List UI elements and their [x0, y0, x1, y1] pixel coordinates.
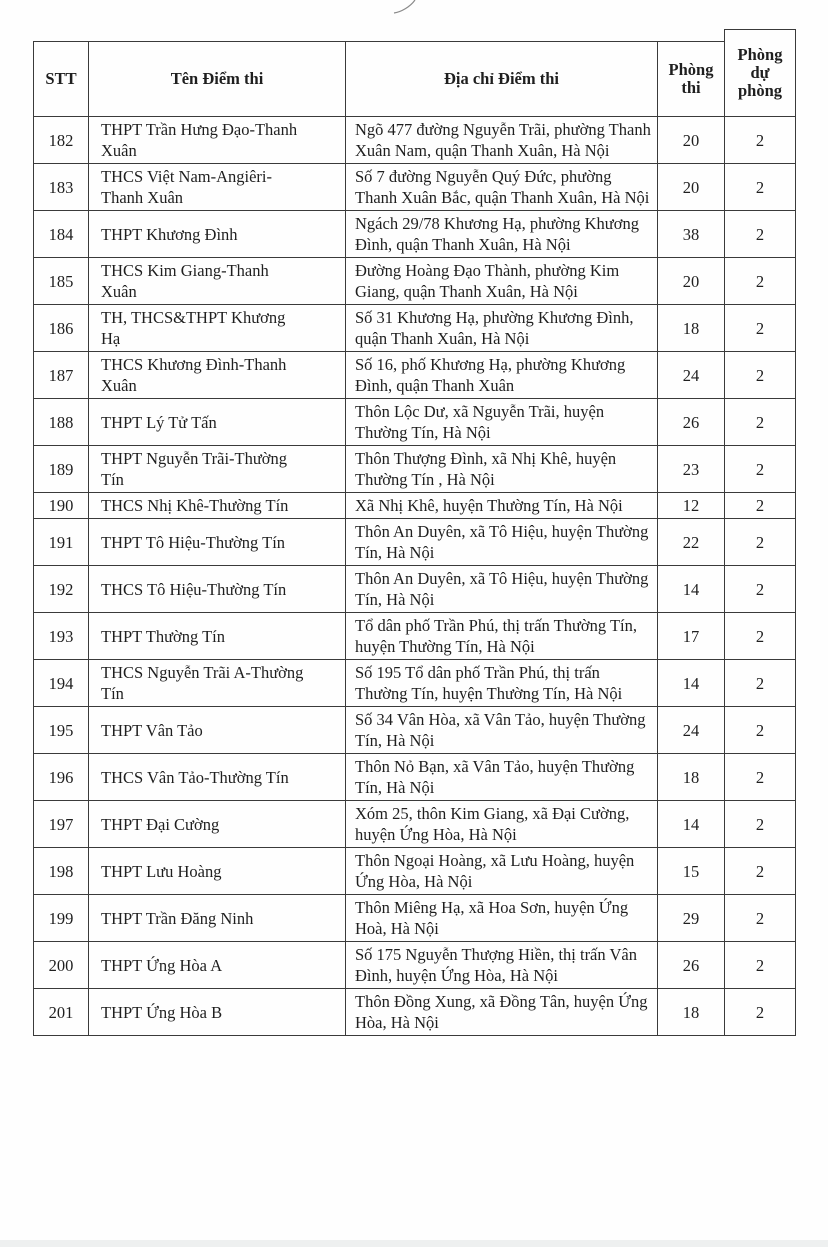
col-header-address: Địa chỉ Điểm thi [346, 42, 658, 117]
cell-exam-rooms: 29 [658, 895, 725, 942]
cell-backup-rooms: 2 [725, 258, 796, 305]
cell-site-address: Thôn Đồng Xung, xã Đồng Tân, huyện Ứng Hòa, Hà Nội [346, 989, 658, 1036]
table-row [34, 493, 796, 519]
cell-site-address: Ngõ 477 đường Nguyễn Trãi, phường Thanh Xuân Nam, quận Thanh Xuân, Hà Nội [346, 117, 658, 164]
col-header-name: Tên Điểm thi [89, 42, 346, 117]
cell-site-name: THPT Trần Đăng Ninh [89, 895, 346, 942]
table-row [34, 754, 796, 801]
cell-exam-rooms: 17 [658, 613, 725, 660]
cell-site-address: Thôn Miêng Hạ, xã Hoa Sơn, huyện Ứng Hoà, Hà Nội [346, 895, 658, 942]
cell-site-address: Số 16, phố Khương Hạ, phường Khương Đình, quận Thanh Xuân [346, 352, 658, 399]
table-row [34, 519, 796, 566]
cell-exam-rooms: 18 [658, 305, 725, 352]
cell-backup-rooms: 2 [725, 660, 796, 707]
cell-site-name: THPT Khương Đình [89, 211, 346, 258]
table-row [34, 399, 796, 446]
col-header-backup-rooms-label: Phòng dự phòng [737, 45, 783, 100]
page-edge-shadow [0, 1240, 828, 1247]
cell-stt: 199 [34, 895, 89, 942]
cell-site-address: Thôn Ngoại Hoàng, xã Lưu Hoàng, huyện Ứng Hòa, Hà Nội [346, 848, 658, 895]
table-row [34, 895, 796, 942]
cell-site-name: TH, THCS&THPT Khương Hạ [89, 305, 346, 352]
table-row [34, 707, 796, 754]
cell-exam-rooms: 20 [658, 164, 725, 211]
cell-exam-rooms: 18 [658, 989, 725, 1036]
cell-exam-rooms: 14 [658, 801, 725, 848]
cell-stt: 197 [34, 801, 89, 848]
cell-backup-rooms: 2 [725, 211, 796, 258]
cell-site-address: Thôn Thượng Đình, xã Nhị Khê, huyện Thường Tín , Hà Nội [346, 446, 658, 493]
cell-exam-rooms: 20 [658, 117, 725, 164]
table-row [34, 305, 796, 352]
cell-stt: 182 [34, 117, 89, 164]
cell-exam-rooms: 18 [658, 754, 725, 801]
cell-stt: 189 [34, 446, 89, 493]
cell-site-address: Tổ dân phố Trần Phú, thị trấn Thường Tín, huyện Thường Tín, Hà Nội [346, 613, 658, 660]
table-row [34, 848, 796, 895]
cell-backup-rooms: 2 [725, 305, 796, 352]
cell-site-address: Thôn An Duyên, xã Tô Hiệu, huyện Thường Tín, Hà Nội [346, 566, 658, 613]
cell-backup-rooms: 2 [725, 754, 796, 801]
table-row [34, 117, 796, 164]
cell-stt: 188 [34, 399, 89, 446]
cell-site-name: THCS Khương Đình-Thanh Xuân [89, 352, 346, 399]
exam-sites-table [33, 41, 796, 1036]
cell-backup-rooms: 2 [725, 164, 796, 211]
cell-exam-rooms: 26 [658, 942, 725, 989]
table-row [34, 989, 796, 1036]
cell-site-name: THCS Nhị Khê-Thường Tín [89, 493, 346, 519]
cell-site-address: Số 175 Nguyễn Thượng Hiền, thị trấn Vân Đình, huyện Ứng Hòa, Hà Nội [346, 942, 658, 989]
cell-exam-rooms: 15 [658, 848, 725, 895]
cell-site-address: Số 7 đường Nguyễn Quý Đức, phường Thanh Xuân Bắc, quận Thanh Xuân, Hà Nội [346, 164, 658, 211]
cell-exam-rooms: 22 [658, 519, 725, 566]
cell-stt: 195 [34, 707, 89, 754]
cell-site-name: THPT Lưu Hoàng [89, 848, 346, 895]
cell-backup-rooms: 2 [725, 446, 796, 493]
cell-exam-rooms: 24 [658, 707, 725, 754]
cell-backup-rooms: 2 [725, 942, 796, 989]
cell-exam-rooms: 38 [658, 211, 725, 258]
col-header-rooms: Phòng thi [658, 42, 725, 117]
cell-site-address: Xã Nhị Khê, huyện Thường Tín, Hà Nội [346, 493, 658, 519]
cell-backup-rooms: 2 [725, 848, 796, 895]
cell-backup-rooms: 2 [725, 352, 796, 399]
cell-stt: 190 [34, 493, 89, 519]
cell-stt: 200 [34, 942, 89, 989]
cell-site-name: THCS Vân Tảo-Thường Tín [89, 754, 346, 801]
cell-stt: 184 [34, 211, 89, 258]
cell-exam-rooms: 24 [658, 352, 725, 399]
header-cell-extension [724, 29, 796, 43]
cell-site-name: THCS Nguyễn Trãi A-Thường Tín [89, 660, 346, 707]
cell-site-name: THPT Thường Tín [89, 613, 346, 660]
cell-site-address: Số 34 Vân Hòa, xã Vân Tảo, huyện Thường Tín, Hà Nội [346, 707, 658, 754]
cell-site-name: THPT Tô Hiệu-Thường Tín [89, 519, 346, 566]
table-row [34, 566, 796, 613]
cell-exam-rooms: 20 [658, 258, 725, 305]
table-row [34, 446, 796, 493]
cell-backup-rooms: 2 [725, 566, 796, 613]
cell-site-name: THPT Trần Hưng Đạo-Thanh Xuân [89, 117, 346, 164]
cell-stt: 185 [34, 258, 89, 305]
table-row [34, 352, 796, 399]
cell-backup-rooms: 2 [725, 801, 796, 848]
table-row [34, 258, 796, 305]
cell-site-address: Thôn Nỏ Bạn, xã Vân Tảo, huyện Thường Tín, Hà Nội [346, 754, 658, 801]
cell-site-address: Ngách 29/78 Khương Hạ, phường Khương Đình, quận Thanh Xuân, Hà Nội [346, 211, 658, 258]
cell-site-name: THPT Ứng Hòa A [89, 942, 346, 989]
col-header-stt: STT [34, 42, 89, 117]
cell-site-name: THCS Việt Nam-Angiêri-Thanh Xuân [89, 164, 346, 211]
cell-site-address: Số 31 Khương Hạ, phường Khương Đình, quận Thanh Xuân, Hà Nội [346, 305, 658, 352]
cell-site-address: Thôn An Duyên, xã Tô Hiệu, huyện Thường Tín, Hà Nội [346, 519, 658, 566]
table-row [34, 660, 796, 707]
cell-backup-rooms: 2 [725, 895, 796, 942]
cell-site-name: THPT Ứng Hòa B [89, 989, 346, 1036]
cell-stt: 186 [34, 305, 89, 352]
exam-sites-table-wrap [33, 41, 795, 1036]
col-header-backup-rooms [725, 42, 796, 117]
cell-site-address: Xóm 25, thôn Kim Giang, xã Đại Cường, huyện Ứng Hòa, Hà Nội [346, 801, 658, 848]
cell-exam-rooms: 26 [658, 399, 725, 446]
cell-stt: 192 [34, 566, 89, 613]
cell-stt: 183 [34, 164, 89, 211]
cell-site-name: THCS Tô Hiệu-Thường Tín [89, 566, 346, 613]
table-row [34, 211, 796, 258]
cell-site-address: Đường Hoàng Đạo Thành, phường Kim Giang, quận Thanh Xuân, Hà Nội [346, 258, 658, 305]
table-row [34, 942, 796, 989]
table-header-row [34, 42, 796, 117]
cell-exam-rooms: 14 [658, 566, 725, 613]
cell-stt: 187 [34, 352, 89, 399]
cell-exam-rooms: 14 [658, 660, 725, 707]
cell-stt: 191 [34, 519, 89, 566]
cell-exam-rooms: 23 [658, 446, 725, 493]
cell-backup-rooms: 2 [725, 613, 796, 660]
cell-backup-rooms: 2 [725, 707, 796, 754]
cell-backup-rooms: 2 [725, 989, 796, 1036]
cell-site-name: THPT Đại Cường [89, 801, 346, 848]
cell-backup-rooms: 2 [725, 519, 796, 566]
cell-stt: 198 [34, 848, 89, 895]
cell-stt: 194 [34, 660, 89, 707]
cell-site-name: THCS Kim Giang-Thanh Xuân [89, 258, 346, 305]
cell-site-name: THPT Lý Tử Tấn [89, 399, 346, 446]
cell-site-name: THPT Vân Tảo [89, 707, 346, 754]
cell-backup-rooms: 2 [725, 399, 796, 446]
cell-stt: 193 [34, 613, 89, 660]
cell-stt: 196 [34, 754, 89, 801]
cell-exam-rooms: 12 [658, 493, 725, 519]
scan-artifact-mark [392, 0, 418, 14]
table-row [34, 164, 796, 211]
cell-backup-rooms: 2 [725, 117, 796, 164]
table-row [34, 613, 796, 660]
cell-site-name: THPT Nguyễn Trãi-Thường Tín [89, 446, 346, 493]
cell-stt: 201 [34, 989, 89, 1036]
cell-site-address: Số 195 Tổ dân phố Trần Phú, thị trấn Thường Tín, huyện Thường Tín, Hà Nội [346, 660, 658, 707]
cell-site-address: Thôn Lộc Dư, xã Nguyễn Trãi, huyện Thường Tín, Hà Nội [346, 399, 658, 446]
cell-backup-rooms: 2 [725, 493, 796, 519]
table-row [34, 801, 796, 848]
